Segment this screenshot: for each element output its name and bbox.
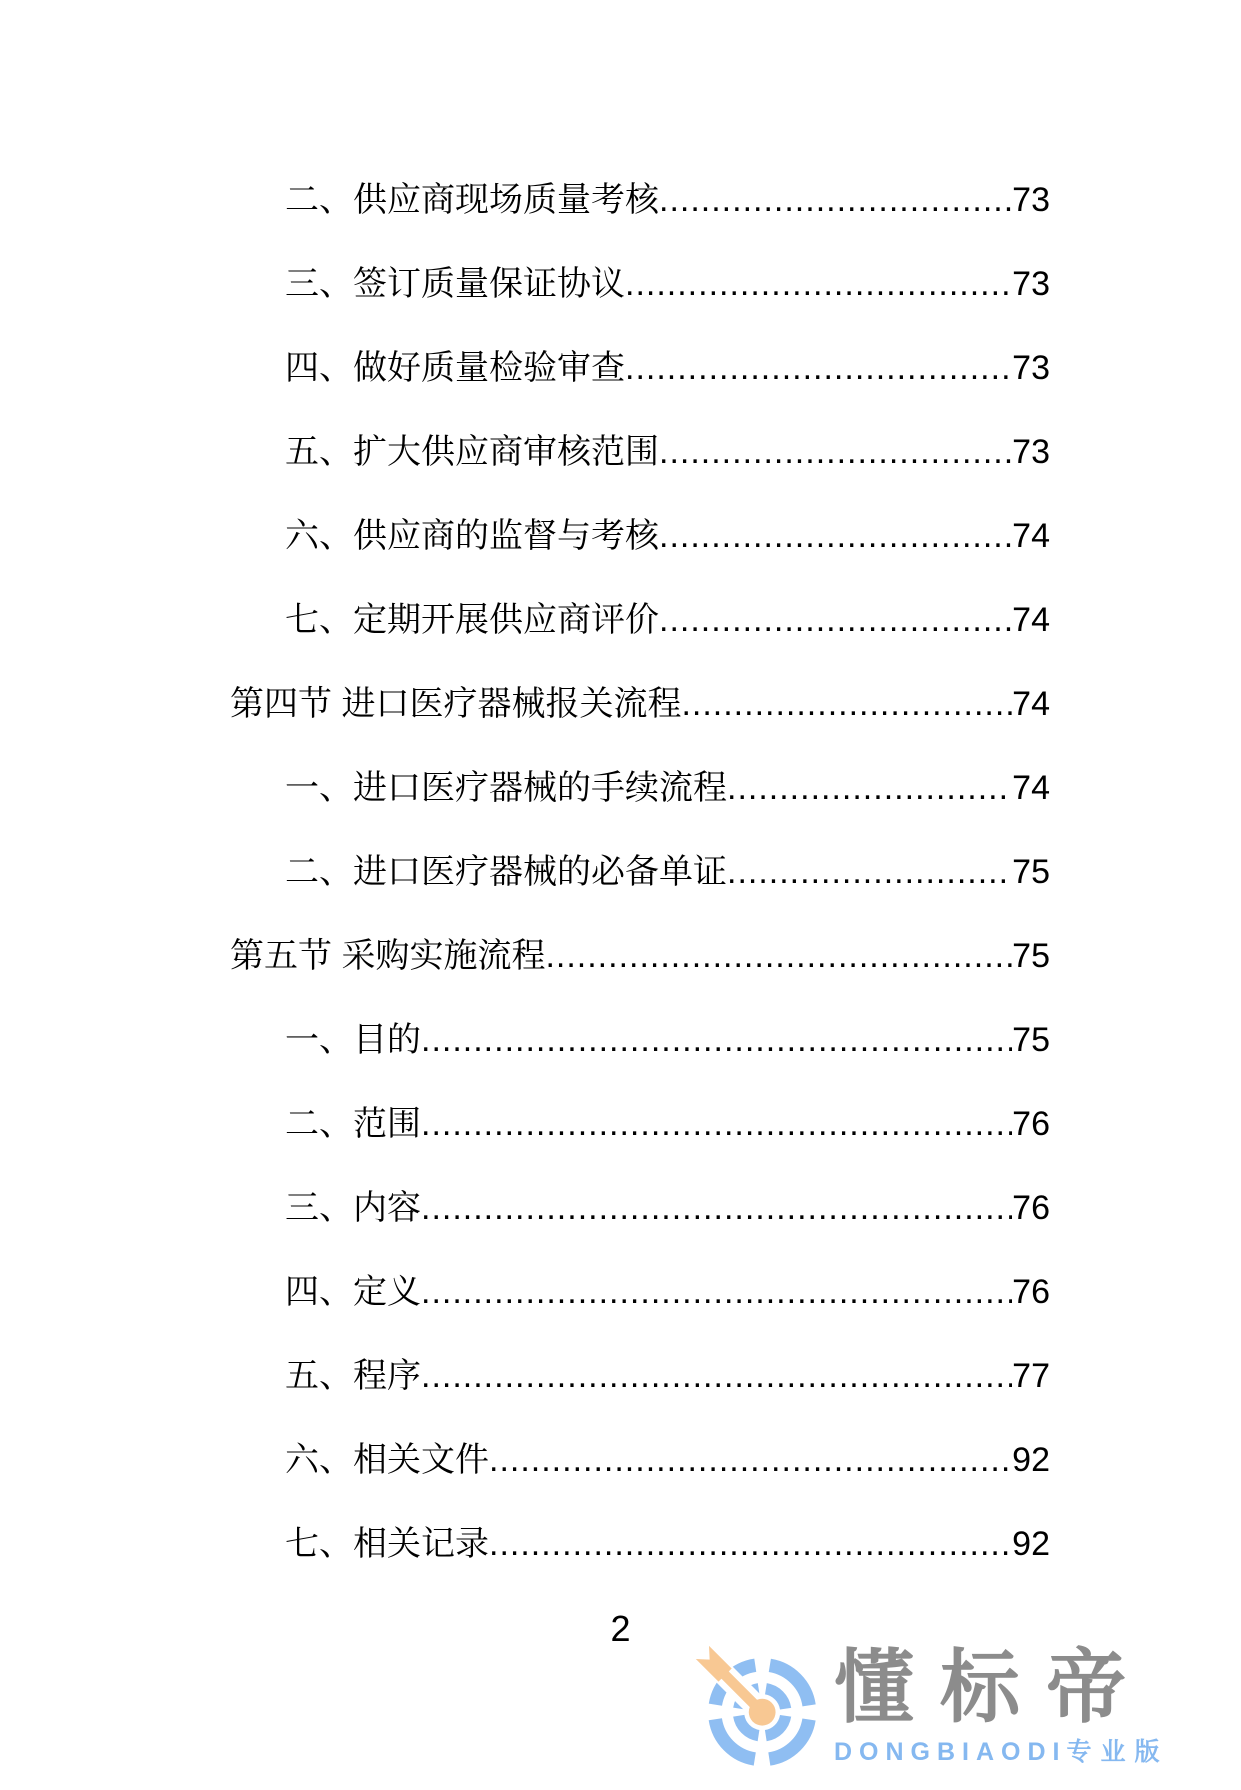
toc-section-entry <box>0 662 1241 746</box>
watermark-edition: 专业版 <box>1066 1738 1169 1766</box>
toc-entry-page: 74 <box>1012 601 1050 639</box>
toc-entry <box>0 1166 1241 1250</box>
toc-entry-label: 三、签订质量保证协议 <box>285 265 625 303</box>
dot-leader <box>489 1502 1012 1586</box>
toc-entry-label: 二、进口医疗器械的必备单证 <box>285 853 727 891</box>
toc-entry-page: 74 <box>1012 685 1050 723</box>
toc-entry <box>0 1250 1241 1334</box>
toc-entry-page: 76 <box>1012 1105 1050 1143</box>
toc-entry-label: 四、做好质量检验审查 <box>285 349 625 387</box>
toc-entry-label: 七、定期开展供应商评价 <box>285 601 659 639</box>
toc-entry <box>0 326 1241 410</box>
target-dart-icon <box>688 1622 824 1790</box>
toc-entry <box>0 578 1241 662</box>
brand-watermark <box>688 1598 1241 1766</box>
toc-entry-page: 92 <box>1012 1441 1050 1479</box>
dot-leader <box>659 578 1012 662</box>
dot-leader <box>625 242 1012 326</box>
toc-entry-label: 第五节 采购实施流程 <box>230 937 546 975</box>
toc-entry <box>0 1418 1241 1502</box>
toc-section-entry <box>0 914 1241 998</box>
toc-entry <box>0 746 1241 830</box>
toc-entry-page: 76 <box>1012 1189 1050 1227</box>
toc-entry <box>0 494 1241 578</box>
toc-entry-label: 四、定义 <box>285 1273 421 1311</box>
dot-leader <box>489 1418 1012 1502</box>
dot-leader <box>421 998 1012 1082</box>
toc-entry-page: 73 <box>1012 349 1050 387</box>
toc-entry <box>0 1502 1241 1586</box>
toc-entry-label: 七、相关记录 <box>285 1525 489 1563</box>
dot-leader <box>421 1082 1012 1166</box>
dot-leader <box>545 914 1012 998</box>
toc-entry-page: 75 <box>1012 853 1050 891</box>
dot-leader <box>727 830 1012 914</box>
toc-entry-label: 三、内容 <box>285 1189 421 1227</box>
toc-entry-page: 74 <box>1012 517 1050 555</box>
toc-entry <box>0 158 1241 242</box>
toc-entry-label: 五、扩大供应商审核范围 <box>285 433 659 471</box>
toc-entry-label: 六、相关文件 <box>285 1441 489 1479</box>
toc-entry <box>0 998 1241 1082</box>
watermark-brand: 懂标帝 <box>834 1643 1152 1732</box>
toc-entry-page: 73 <box>1012 433 1050 471</box>
toc-entry-page: 76 <box>1012 1273 1050 1311</box>
toc-entry-label: 第四节 进口医疗器械报关流程 <box>230 685 682 723</box>
toc-entry-label: 六、供应商的监督与考核 <box>285 517 659 555</box>
toc-entry <box>0 830 1241 914</box>
table-of-contents <box>0 158 1241 1586</box>
dot-leader <box>625 326 1012 410</box>
dot-leader <box>659 158 1012 242</box>
toc-entry-label: 二、供应商现场质量考核 <box>285 181 659 219</box>
toc-entry-page: 75 <box>1012 1021 1050 1059</box>
toc-entry-page: 92 <box>1012 1525 1050 1563</box>
toc-entry-page: 73 <box>1012 265 1050 303</box>
dot-leader <box>727 746 1012 830</box>
watermark-latin-name: DONGBIAODI <box>834 1738 1067 1766</box>
toc-entry-label: 五、程序 <box>285 1357 421 1395</box>
watermark-subtext <box>834 1732 1169 1768</box>
page-number: 2 <box>610 1608 631 1649</box>
toc-entry-label: 二、范围 <box>285 1105 421 1143</box>
toc-entry-page: 73 <box>1012 181 1050 219</box>
dot-leader <box>659 494 1012 578</box>
toc-entry-label: 一、目的 <box>285 1021 421 1059</box>
toc-entry <box>0 1334 1241 1418</box>
toc-entry <box>0 1082 1241 1166</box>
dot-leader <box>659 410 1012 494</box>
dot-leader <box>421 1250 1012 1334</box>
toc-entry-label: 一、进口医疗器械的手续流程 <box>285 769 727 807</box>
dot-leader <box>421 1166 1012 1250</box>
toc-entry <box>0 242 1241 326</box>
dot-leader <box>421 1334 1012 1418</box>
toc-entry-page: 74 <box>1012 769 1050 807</box>
toc-entry <box>0 410 1241 494</box>
watermark-text <box>834 1598 1169 1768</box>
dot-leader <box>681 662 1012 746</box>
toc-entry-page: 75 <box>1012 937 1050 975</box>
toc-entry-page: 77 <box>1012 1357 1050 1395</box>
